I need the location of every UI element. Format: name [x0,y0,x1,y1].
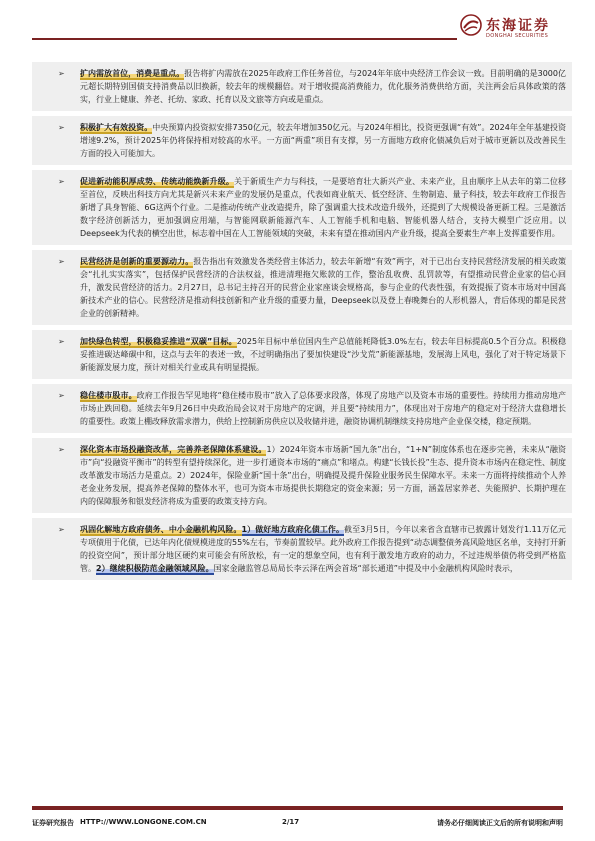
item-lead: 稳住楼市股市。 [80,391,137,400]
report-body [32,62,572,585]
paragraph [80,443,566,508]
list-item [32,330,572,379]
item-body: 报告将扩内需放在2025年政府工作任务首位，与2024年年底中央经济工作会议一致。目前明确的是3000亿元超长期特别国债支持消费品以旧换新，较去年的规模翻倍。对于增收提高消费能力，优化服务消费供给方面，关注两会后具体政策的落实，行业上健康、养老、托幼、家政、托育以及文旅等方向或是重点。 [80,69,566,104]
paragraph [80,389,566,428]
logo-mark-icon [460,14,482,36]
item-lead: 扩内需放首位，消费是重点。 [80,69,185,78]
list-item [32,116,572,165]
arrow-bullet-icon: ➢ [58,123,65,132]
item-body: 中央预算内投资拟安排7350亿元，较去年增加350亿元。与2024年相比，投资更强调“有效”。2024年全年基建投资增速9.2%，预计2025年仍将保持相对较高的水平。一方面“两重”项目有支撑，另一方面地方政府化债减负后对于城市更新以及改善民生方面的投入可能加大。 [80,123,567,158]
arrow-bullet-icon: ➢ [58,525,65,534]
arrow-bullet-icon: ➢ [58,445,65,454]
item-lead: 巩固化解地方政府债务、中小金融机构风险。 [80,525,242,534]
item-body: 报告指出有效激发各类经营主体活力，较去年新增“有效”两字，对于已出台支持民营经济发展的相关政策会“扎扎实实落实”，包括保护民营经济的合法权益，推进清理拖欠账款的工作，整治乱收费、乱罚款等，有望推动民营企业家的信心回升，激发民营经济的活力。2月27日，总书记主持召开的民营企业家座谈会规格高，参与企业的代表性强，有效提振了资本市场对中国高新技术产业的信心。民营经济是推动科技创新和产业升级的重要力量，Deepseek以及登上春晚舞台的人形机器人，背后体现的都是民营企业的创新精神。 [80,257,567,318]
footer-rule [32,806,563,810]
arrow-bullet-icon: ➢ [58,391,65,400]
paragraph [80,523,566,575]
paragraph [80,255,566,320]
header-rule [32,38,457,40]
item-body: 截至3月5日，今年以来省含直辖市已披露计划发行1.11万亿元专项债用于化债，已达年内化债规模进度的55%左右，节奏前置较早。此外政府工作报告提到“动态调整债务高风险地区名单，支持打开新的投资空间”，预计部分地区硬约束可能会有所放松，有一定的想象空间，也有利于激发地方政府的动力，不过违规举债仍将受到严格监管。 [80,525,566,573]
item-subheading: 1）做好地方政府化债工作。 [241,525,345,534]
list-item [32,438,572,513]
logo-chinese-name: 东海证券 [486,18,550,34]
item-lead: 加快绿色转型，积极稳妥推进“双碳”目标。 [80,337,237,346]
list-item [32,170,572,245]
item-lead: 民营经济是创新的重要源动力。 [80,257,194,266]
item-body: 1）2024年资本市场新“国九条”出台，“1+N”制度体系也在逐步完善，未来从“融资市”向“投融资平衡市”的转型有望持续深化，进一步打通资本市场的“痛点”和堵点。构建“长钱长投”生态、提升资本市场内在稳定性、制度改革激发市场活力是重点。2）2024年，保险业新“国十条”出台，明确提及提升保险业服务民生保障水平。未来一方面将持续推动个人养老金业务发展，提高养老保障的整体水平，也可为资本市场提供长期稳定的资金来源；另一方面，涵盖居家养老、失能照护、长期护理在内的保障服务和银发经济将成为重要的政策支持方向。 [80,445,566,506]
company-logo [460,14,570,48]
arrow-bullet-icon: ➢ [58,337,65,346]
item-lead: 促进新动能积厚成势、传统动能焕新升级。 [80,177,234,186]
arrow-bullet-icon: ➢ [58,69,65,78]
arrow-bullet-icon: ➢ [58,177,65,186]
list-item [32,62,572,111]
list-item [32,250,572,325]
item-body: 国家金融监管总局局长李云泽在两会首场“部长通道”中提及中小金融机构风险时表示， [213,564,518,573]
paragraph [80,67,566,106]
item-body: 政府工作报告罕见地将“稳住楼市股市”放入了总体要求段落，体现了房地产以及资本市场的重要性。持续用力推动房地产市场止跌回稳。延续去年9月26日中央政治局会议对于房地产的定调，并且要“持续用力”，体现出对于房地产的稳定对于经济大盘稳增长的重要性。政策上棚改释放需求潜力，供给上控制新房供应以及收储并进，融资协调机制继续支持房地产企业保交楼，稳定预期。 [80,391,566,426]
item-subheading: 2）继续积极防范金融领域风险。 [96,564,214,573]
paragraph [80,175,566,240]
paragraph [80,335,566,374]
logo-english-name: DONGHAI SECURITIES [486,33,549,39]
list-item [32,518,572,580]
item-lead: 深化资本市场投融资改革，完善养老保障体系建设。 [80,445,267,454]
item-lead: 积极扩大有效投资。 [80,123,153,132]
item-body: 2025年目标中单位国内生产总值能耗降低3.0%左右，较去年目标提高0.5个百分点。积极稳妥推进碳达峰碳中和，这点与去年的表述一致，不过明确指出了要加快建设“沙戈荒”新能源基地，发展海上风电，强化了对于特定场景下新能源发展力度，预计对相关行业或具有明显提振。 [80,337,566,372]
list-item [32,384,572,433]
page-footer [0,806,595,836]
page-number: 2/17 [282,818,300,826]
report-type-label: 证券研究报告 [32,819,74,827]
website-link[interactable]: HTTP://WWW.LONGONE.COM.CN [80,818,207,826]
item-body: 关于新质生产力与科技，一是要培育壮大新兴产业、未来产业，且由顺序上从去年的第二位移至首位，反映出科技方向尤其是新兴未来产业的发展仍是重点，代表如商业航天、低空经济、生物制造、量子科技，较去年政府工作报告新增了具身智能、6G这两个行业。二是推动传统产业改造提升，除了强调重大技术改造升级外，还提到了大规模设备更新工程。三是激活数字经济创新活力，更加强调应用端，与智能网联新能源汽车、人工智能手机和电脑、智能机器人结合，支持大模型广泛应用。以Deepseek为代表的横空出世，标志着中国在人工智能领域的突破，未来有望在推动国内产业升级，提高全要素生产率上发挥重要作用。 [80,177,567,238]
arrow-bullet-icon: ➢ [58,257,65,266]
page-header [0,0,595,48]
disclaimer-note: 请务必仔细阅读正文后的所有说明和声明 [437,819,563,827]
paragraph [80,121,566,160]
